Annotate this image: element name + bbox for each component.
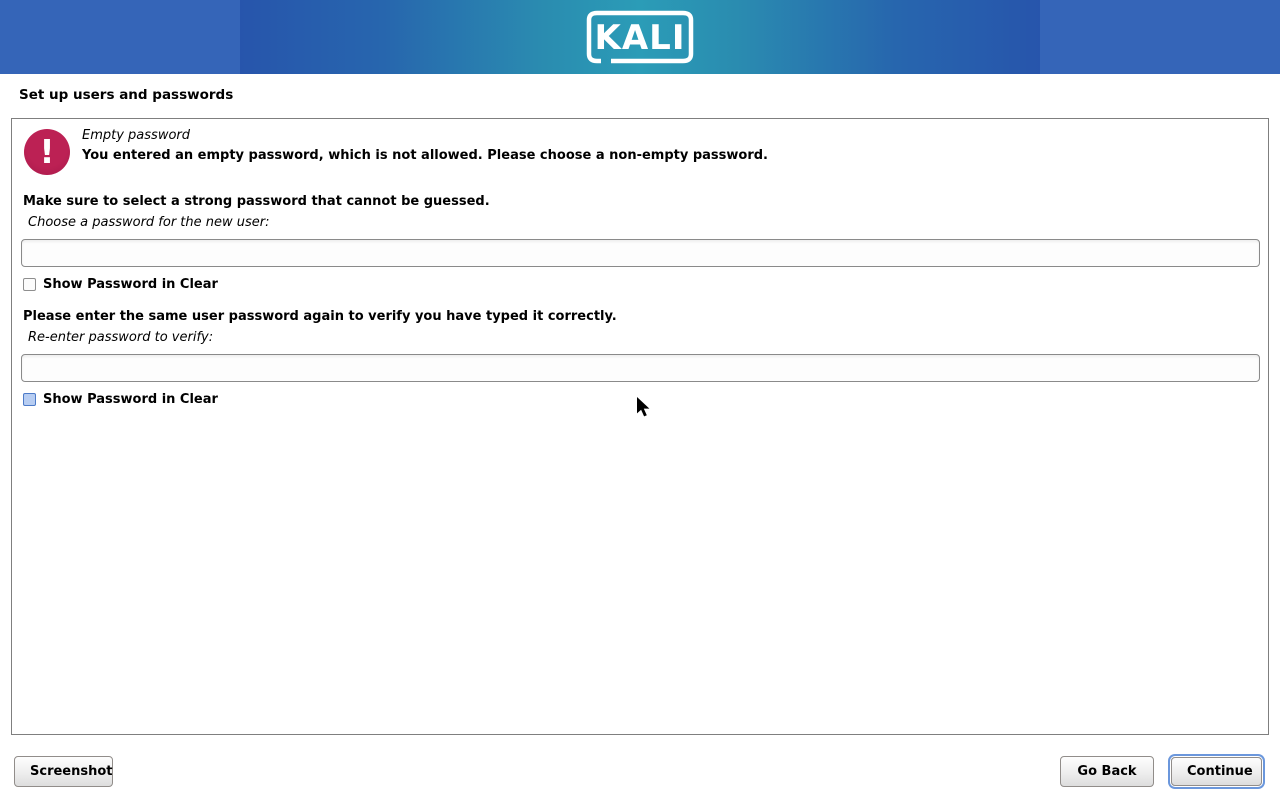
show-password-checkbox-2[interactable] xyxy=(23,393,36,406)
strong-password-hint: Make sure to select a strong password that cannot be guessed. xyxy=(23,194,490,209)
show-password-label-1: Show Password in Clear xyxy=(43,277,218,292)
show-password-checkbox-1[interactable] xyxy=(23,278,36,291)
password-input[interactable] xyxy=(21,239,1260,267)
verify-field-label: Re-enter password to verify: xyxy=(28,330,214,345)
page-title: Set up users and passwords xyxy=(19,87,234,103)
error-exclamation-icon xyxy=(24,129,70,175)
screenshot-button[interactable]: Screenshot xyxy=(14,756,113,787)
installer-banner xyxy=(0,0,1280,74)
continue-button[interactable]: Continue xyxy=(1171,757,1262,786)
kali-logo-text: KALI xyxy=(594,18,686,58)
show-password-row-2[interactable] xyxy=(23,392,218,407)
content-panel xyxy=(11,118,1269,735)
error-title: Empty password xyxy=(82,128,190,143)
exclamation-glyph: ! xyxy=(39,131,55,171)
show-password-label-2: Show Password in Clear xyxy=(43,392,218,407)
show-password-row-1[interactable] xyxy=(23,277,218,292)
kali-logo-icon xyxy=(584,9,696,67)
go-back-button[interactable]: Go Back xyxy=(1060,756,1154,787)
verify-password-hint: Please enter the same user password again to verify you have typed it correctly. xyxy=(23,309,617,324)
password-field-label: Choose a password for the new user: xyxy=(28,215,270,230)
error-message: You entered an empty password, which is not allowed. Please choose a non-empty password. xyxy=(82,148,768,163)
verify-password-input[interactable] xyxy=(21,354,1260,382)
